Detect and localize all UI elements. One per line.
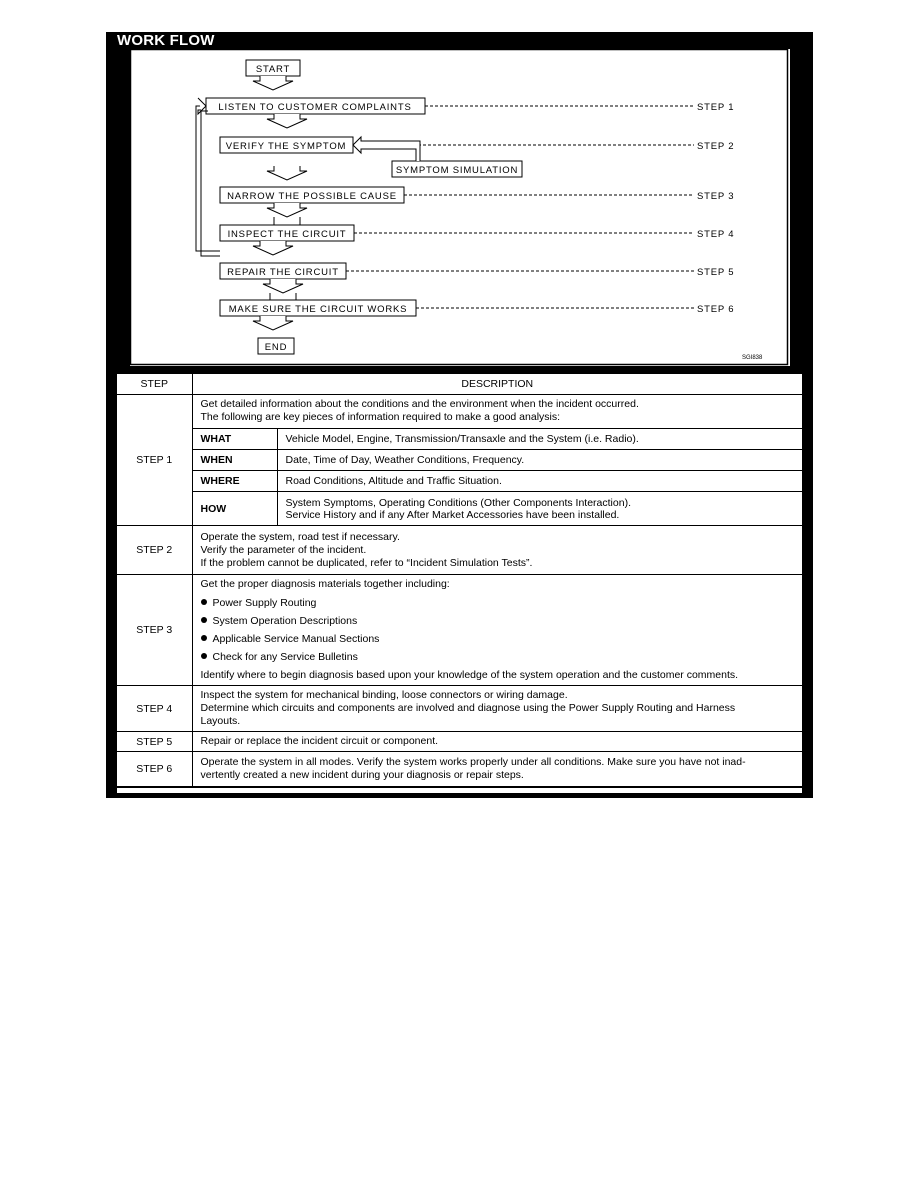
step6-line1: Operate the system in all modes. Verify the system works properly under all conditions. Make sure you have not inad- bbox=[200, 756, 746, 768]
step2-line1: Operate the system, road test if necessary. bbox=[200, 531, 400, 543]
step3-description bbox=[192, 575, 802, 686]
key-what: WHAT bbox=[193, 429, 278, 450]
step4-line2: Determine which circuits and components are involved and diagnose using the Power Supply Routing and Harness bbox=[200, 702, 736, 714]
page-title: WORK FLOW bbox=[117, 32, 215, 49]
step4-node bbox=[220, 225, 354, 241]
step2-line2: Verify the parameter of the incident. bbox=[200, 544, 367, 556]
bullet-text: Check for any Service Bulletins bbox=[212, 651, 358, 663]
value-how-line2: Service History and if any After Market Accessories have been installed. bbox=[285, 508, 620, 521]
step5-description bbox=[192, 732, 802, 752]
value-where: Road Conditions, Altitude and Traffic Situation. bbox=[277, 471, 802, 492]
step1-flow-label: STEP 1 bbox=[697, 102, 735, 113]
value-when: Date, Time of Day, Weather Conditions, Frequency. bbox=[277, 450, 802, 471]
symptom-simulation-label: SYMPTOM SIMULATION bbox=[395, 165, 519, 176]
key-when: WHEN bbox=[193, 450, 278, 471]
step6-line2: vertently created a new incident during your diagnosis or repair steps. bbox=[200, 769, 524, 781]
step2-line3: If the problem cannot be duplicated, refer to “Incident Simulation Tests”. bbox=[200, 557, 533, 569]
step4-flow-label: STEP 4 bbox=[697, 229, 735, 240]
value-what: Vehicle Model, Engine, Transmission/Transaxle and the System (i.e. Radio). bbox=[277, 429, 802, 450]
step3-flow-label: STEP 3 bbox=[697, 191, 735, 202]
step3-cell: STEP 3 bbox=[117, 575, 192, 686]
step2-cell: STEP 2 bbox=[117, 526, 192, 575]
flowchart-diagram bbox=[130, 49, 790, 366]
table-row-step2 bbox=[117, 526, 802, 575]
step-description-table bbox=[117, 373, 802, 788]
end-node bbox=[258, 338, 294, 354]
step3-intro: Get the proper diagnosis materials together including: bbox=[200, 578, 450, 590]
figure-code: SGI838 bbox=[742, 355, 763, 361]
step5-line1: Repair or replace the incident circuit or component. bbox=[200, 735, 439, 747]
step4-cell: STEP 4 bbox=[117, 686, 192, 732]
step3-node-label: NARROW THE POSSIBLE CAUSE bbox=[227, 191, 397, 202]
step6-node bbox=[220, 300, 416, 316]
start-node bbox=[246, 60, 300, 76]
table-row-step5 bbox=[117, 732, 802, 752]
key-row-when bbox=[193, 450, 803, 471]
table-header-row bbox=[117, 374, 802, 395]
step1-line1: Get detailed information about the conditions and the environment when the incident occurred. bbox=[200, 398, 639, 410]
step5-cell: STEP 5 bbox=[117, 732, 192, 752]
flowchart bbox=[130, 49, 790, 366]
bullet-text: System Operation Descriptions bbox=[212, 615, 358, 627]
value-how-line1: System Symptoms, Operating Conditions (Other Components Interaction). bbox=[285, 496, 631, 509]
step4-description bbox=[192, 686, 802, 732]
step1-node-label: LISTEN TO CUSTOMER COMPLAINTS bbox=[218, 102, 412, 113]
bullet-text: Applicable Service Manual Sections bbox=[212, 633, 380, 645]
key-row-how bbox=[193, 492, 803, 526]
step6-flow-label: STEP 6 bbox=[697, 304, 735, 315]
bullet-icon bbox=[201, 617, 207, 623]
table-row-step3 bbox=[117, 575, 802, 686]
step4-line1: Inspect the system for mechanical binding, loose connectors or wiring damage. bbox=[200, 689, 568, 701]
step5-node-label: REPAIR THE CIRCUIT bbox=[227, 267, 339, 278]
step1-key-table bbox=[193, 428, 803, 525]
table-row-step6 bbox=[117, 752, 802, 788]
list-item bbox=[201, 648, 795, 666]
bullet-icon bbox=[201, 599, 207, 605]
step1-description bbox=[192, 395, 802, 526]
value-how bbox=[277, 492, 802, 526]
step5-node bbox=[220, 263, 346, 279]
step2-node-label: VERIFY THE SYMPTOM bbox=[225, 141, 347, 152]
key-row-what bbox=[193, 429, 803, 450]
header-step: STEP bbox=[117, 374, 192, 395]
step5-flow-label: STEP 5 bbox=[697, 267, 735, 278]
key-how: HOW bbox=[193, 492, 278, 526]
list-item bbox=[201, 630, 795, 648]
end-label: END bbox=[264, 342, 288, 353]
step3-bullet-list bbox=[201, 594, 795, 666]
table-row-step1 bbox=[117, 395, 802, 526]
step1-cell: STEP 1 bbox=[117, 395, 192, 526]
work-flow-sheet bbox=[106, 32, 813, 798]
step6-cell: STEP 6 bbox=[117, 752, 192, 788]
list-item bbox=[201, 594, 795, 612]
step4-node-label: INSPECT THE CIRCUIT bbox=[227, 229, 347, 240]
step2-description bbox=[192, 526, 802, 575]
key-where: WHERE bbox=[193, 471, 278, 492]
bullet-icon bbox=[201, 635, 207, 641]
key-row-where bbox=[193, 471, 803, 492]
step6-description bbox=[192, 752, 802, 788]
table-row-step4 bbox=[117, 686, 802, 732]
step-description-table-wrap bbox=[117, 373, 802, 793]
list-item bbox=[201, 612, 795, 630]
step6-node-label: MAKE SURE THE CIRCUIT WORKS bbox=[228, 304, 408, 315]
symptom-simulation-node bbox=[392, 161, 522, 177]
step1-line2: The following are key pieces of information required to make a good analysis: bbox=[200, 411, 561, 423]
step3-node bbox=[220, 187, 404, 203]
bullet-icon bbox=[201, 653, 207, 659]
step2-node bbox=[220, 137, 353, 153]
bullet-text: Power Supply Routing bbox=[212, 597, 317, 609]
step2-flow-label: STEP 2 bbox=[697, 141, 735, 152]
header-description: DESCRIPTION bbox=[192, 374, 802, 395]
step3-outro: Identify where to begin diagnosis based upon your knowledge of the system operation and the customer comments. bbox=[200, 669, 739, 681]
step4-line3: Layouts. bbox=[200, 715, 241, 727]
step1-node bbox=[206, 98, 425, 114]
start-label: START bbox=[255, 64, 291, 75]
